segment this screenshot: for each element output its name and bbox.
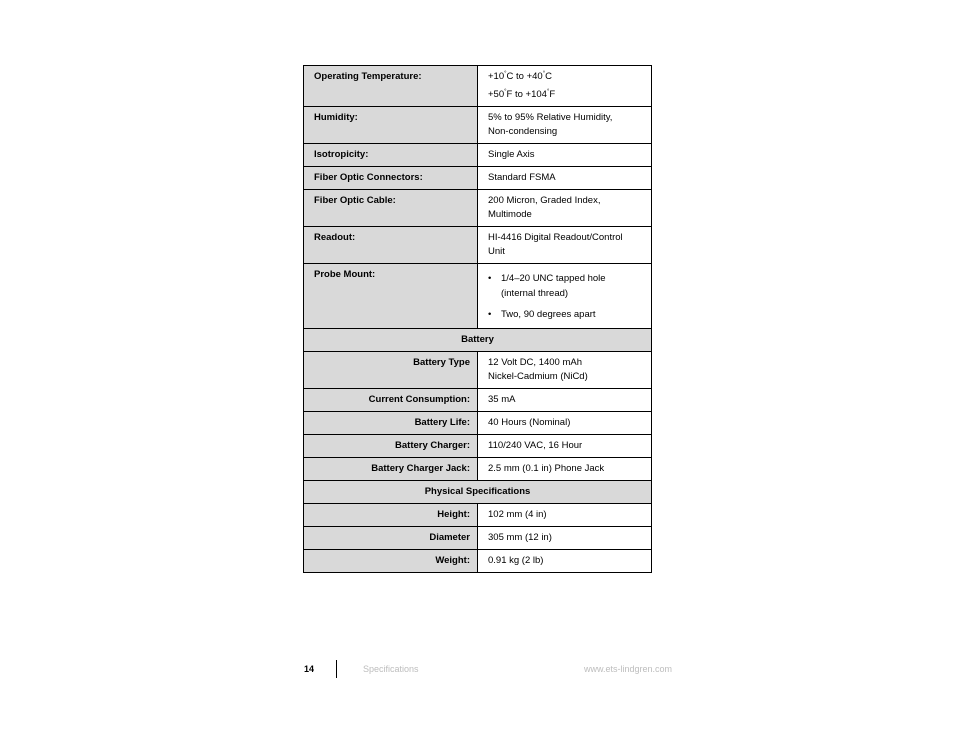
row-fiber-optic-connectors	[304, 167, 652, 190]
battery-type-line-2: Nickel-Cadmium (NiCd)	[488, 371, 588, 382]
row-battery-type	[304, 352, 652, 389]
row-battery-charger	[304, 435, 652, 458]
humidity-line-2: Non-condensing	[488, 126, 558, 137]
row-height	[304, 504, 652, 527]
battery-type-line-1: 12 Volt DC, 1400 mAh	[488, 357, 582, 368]
label-battery-charger: Battery Charger:	[304, 435, 478, 458]
humidity-line-1: 5% to 95% Relative Humidity,	[488, 112, 613, 123]
row-weight	[304, 550, 652, 573]
value-humidity	[478, 107, 652, 144]
label-battery-life: Battery Life:	[304, 412, 478, 435]
row-isotropicity	[304, 144, 652, 167]
footer-section-name: Specifications	[363, 664, 419, 674]
label-operating-temperature: Operating Temperature:	[304, 66, 478, 107]
probe-mount-list	[488, 272, 643, 322]
row-battery-charger-jack	[304, 458, 652, 481]
section-title-battery: Battery	[304, 329, 652, 352]
value-battery-charger-jack: 2.5 mm (0.1 in) Phone Jack	[478, 458, 652, 481]
row-humidity	[304, 107, 652, 144]
row-readout	[304, 227, 652, 264]
fiber-cable-line-1: 200 Micron, Graded Index,	[488, 195, 601, 206]
row-diameter	[304, 527, 652, 550]
section-title-physical: Physical Specifications	[304, 481, 652, 504]
value-battery-charger: 110/240 VAC, 16 Hour	[478, 435, 652, 458]
readout-line-2: Unit	[488, 246, 505, 257]
label-isotropicity: Isotropicity:	[304, 144, 478, 167]
row-fiber-optic-cable	[304, 190, 652, 227]
page-footer	[0, 660, 954, 678]
label-diameter: Diameter	[304, 527, 478, 550]
label-fiber-optic-cable: Fiber Optic Cable:	[304, 190, 478, 227]
label-height: Height:	[304, 504, 478, 527]
label-battery-type: Battery Type	[304, 352, 478, 389]
value-isotropicity: Single Axis	[478, 144, 652, 167]
value-probe-mount	[478, 264, 652, 329]
footer-divider	[336, 660, 337, 678]
page-number: 14	[304, 664, 315, 674]
row-operating-temperature	[304, 66, 652, 107]
value-height: 102 mm (4 in)	[478, 504, 652, 527]
label-probe-mount: Probe Mount:	[304, 264, 478, 329]
value-diameter: 305 mm (12 in)	[478, 527, 652, 550]
row-current-consumption	[304, 389, 652, 412]
list-item: • 1/4–20 UNC tapped hole (internal thread)	[488, 273, 606, 299]
value-weight: 0.91 kg (2 lb)	[478, 550, 652, 573]
label-weight: Weight:	[304, 550, 478, 573]
fiber-cable-line-2: Multimode	[488, 209, 532, 220]
value-current-consumption: 35 mA	[478, 389, 652, 412]
list-item: • Two, 90 degrees apart	[488, 309, 596, 320]
footer-url: www.ets-lindgren.com	[583, 664, 672, 674]
label-battery-charger-jack: Battery Charger Jack:	[304, 458, 478, 481]
label-humidity: Humidity:	[304, 107, 478, 144]
bullet-icon: •	[488, 309, 492, 320]
temperature-fahrenheit: +50°F to +104°F	[488, 89, 556, 100]
value-battery-type	[478, 352, 652, 389]
label-readout: Readout:	[304, 227, 478, 264]
readout-line-1: HI-4416 Digital Readout/Control	[488, 232, 623, 243]
value-readout	[478, 227, 652, 264]
section-header-physical	[304, 481, 652, 504]
value-fiber-optic-connectors: Standard FSMA	[478, 167, 652, 190]
row-battery-life	[304, 412, 652, 435]
value-battery-life: 40 Hours (Nominal)	[478, 412, 652, 435]
temperature-celsius: +10°C to +40°C	[488, 71, 552, 82]
label-fiber-optic-connectors: Fiber Optic Connectors:	[304, 167, 478, 190]
bullet-icon: •	[488, 273, 492, 284]
row-probe-mount	[304, 264, 652, 329]
specifications-table	[303, 65, 652, 573]
value-fiber-optic-cable	[478, 190, 652, 227]
value-operating-temperature	[478, 66, 652, 107]
section-header-battery	[304, 329, 652, 352]
label-current-consumption: Current Consumption:	[304, 389, 478, 412]
